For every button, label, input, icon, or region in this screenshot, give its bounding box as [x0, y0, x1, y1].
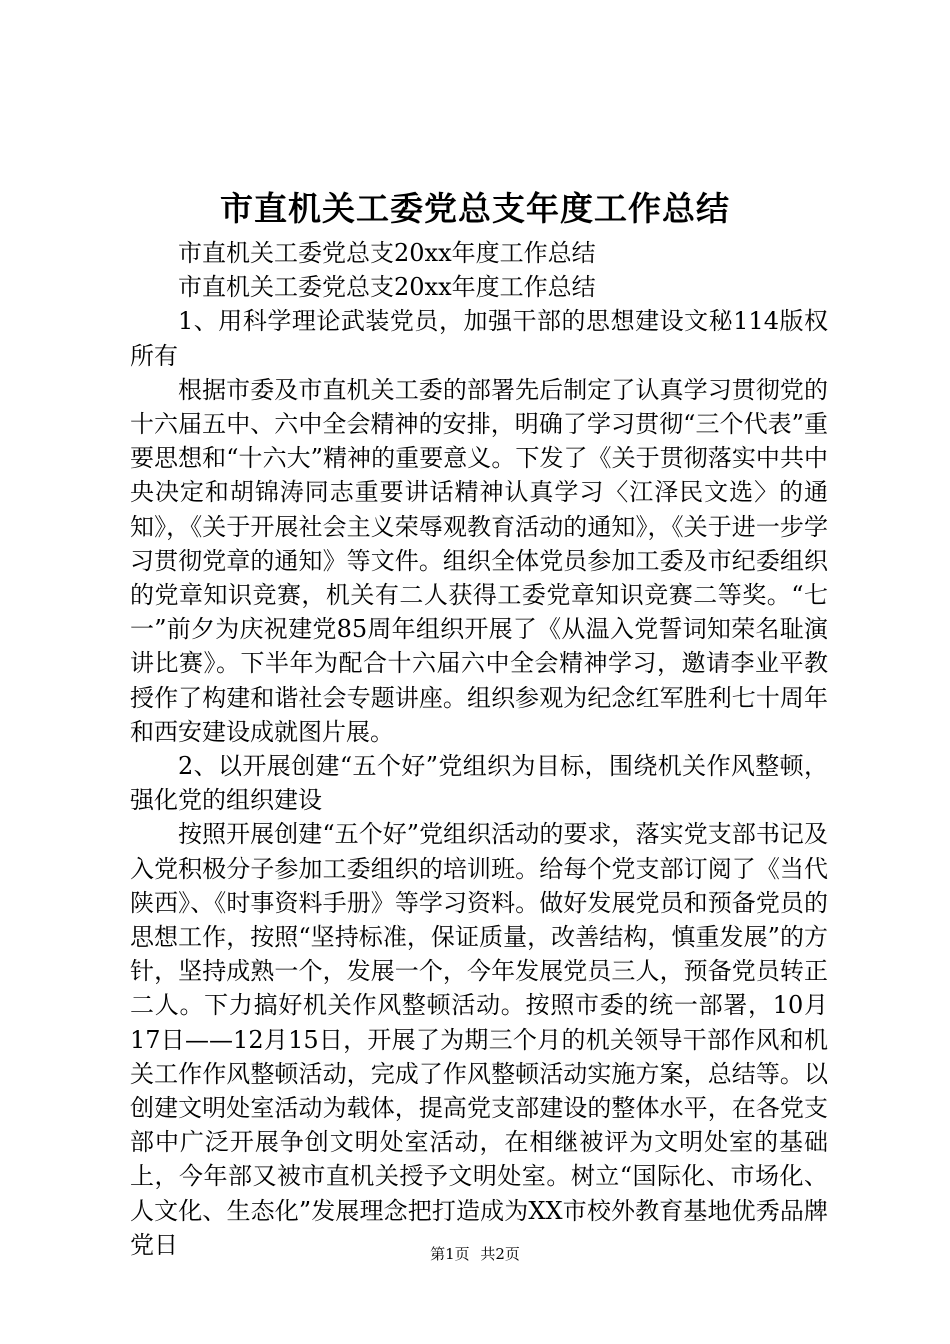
section-heading: 2、以开展创建“五个好”党组织为目标，围绕机关作风整顿，强化党的组织建设 — [130, 752, 828, 815]
body-paragraph: 按照开展创建“五个好”党组织活动的要求，落实党支部书记及入党积极分子参加工委组织的培训班。给每个党支部订阅了《当代陕西》、《时事资料手册》等学习资料。做好发展党员和预备党员的思想工作，按照“坚持标准，保证质量，改善结构，慎重发展”的方针，坚持成熟一个，发展一个，今年发展党员三人，预备党员转正二人。下力搞好机关作风整顿活动。按照市委的统一部署，10月17日——12月15日，开展了为期三个月的机关领导干部作风和机关工作作风整顿活动，完成了作风整顿活动实施方案，总结等。以创建文明处室活动为载体，提高党支部建设的整体水平，在各党支部中广泛开展争创文明处室活动，在相继被评为文明处室的基础上，今年部又被市直机关授予文明处室。树立“国际化、市场化、人文化、生态化”发展理念把打造成为XX市校外教育基地优秀品牌党日 — [130, 820, 828, 1259]
subtitle-line: 市直机关工委党总支20xx年度工作总结 — [178, 239, 596, 267]
body-paragraph: 根据市委及市直机关工委的部署先后制定了认真学习贯彻党的十六届五中、六中全会精神的安排，明确了学习贯彻“三个代表”重要思想和“十六大”精神的重要意义。下发了《关于贯彻落实中共中央决定和胡锦涛同志重要讲话精神认真学习〈江泽民文选〉的通知》，《关于开展社会主义荣辱观教育活动的通知》，《关于进一步学习贯彻党章的通知》等文件。组织全体党员参加工委及市纪委组织的党章知识竞赛，机关有二人获得工委党章知识竞赛二等奖。“七一”前夕为庆祝建党85周年组织开展了《从温入党誓词知荣名耻演讲比赛》。下半年为配合十六届六中全会精神学习，邀请李业平教授作了构建和谐社会专题讲座。组织参观为纪念红军胜利七十周年和西安建设成就图片展。 — [130, 375, 828, 746]
section-heading: 1、用科学理论武装党员，加强干部的思想建设文秘114版权所有 — [130, 307, 828, 370]
document-title: 市直机关工委党总支年度工作总结 — [220, 189, 730, 228]
page-number: 第1页 — [430, 1245, 470, 1263]
document-body — [130, 236, 828, 1262]
page-total: 共2页 — [480, 1245, 520, 1263]
page-footer — [0, 1243, 950, 1265]
subtitle-line: 市直机关工委党总支20xx年度工作总结 — [178, 273, 596, 302]
